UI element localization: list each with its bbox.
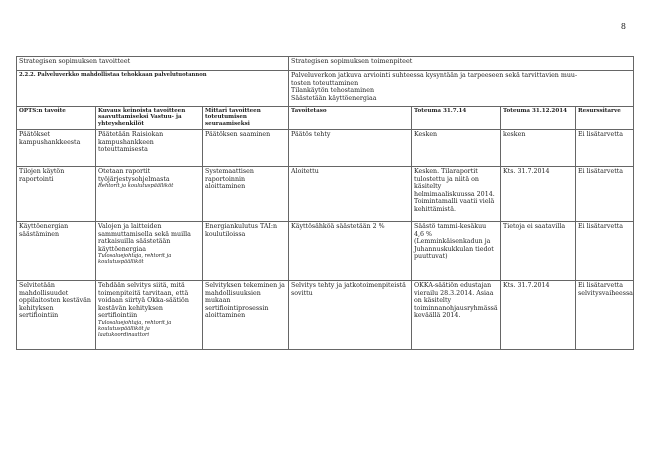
cell-metric: Energiankulutus TAI:n koulutiloissa: [203, 222, 289, 281]
table-row: [17, 222, 634, 281]
cell-target: Päätös tehty: [289, 130, 412, 167]
strategy-table: [16, 56, 634, 350]
cell-resources: Ei lisätarvetta: [576, 167, 634, 222]
cell-description: [96, 167, 203, 222]
cell-status-dec: Kts. 31.7.2014: [501, 281, 576, 350]
cell-status-jul: OKKA-säätiön edustajan vierailu 28.3.2014. Asiaa on käsitelty toiminnanohjausryhmässä keväällä 2014.: [412, 281, 501, 350]
cell-target: Selvitys tehty ja jatkotoimenpiteistä sovittu: [289, 281, 412, 350]
cell-target: Aloitettu: [289, 167, 412, 222]
cell-description: [96, 222, 203, 281]
cell-goal: Selvitetään mahdollisuudet oppilaitosten kestävän kehityksen sertifiointiin: [17, 281, 96, 350]
section-action-line: Tilankäytön tehostaminen: [291, 87, 375, 95]
column-header: OPTS:n tavoite: [17, 107, 96, 130]
cell-description: [96, 281, 203, 350]
cell-status-jul: Kesken. Tilaraportit tulostettu ja niitä on käsitelty helmimaaliskuussa 2014. Toimintamalli vaatii vielä kehittämistä.: [412, 167, 501, 222]
header-actions: Strategisen sopimuksen toimenpiteet: [289, 57, 634, 71]
description-text: Päätetään Raisiokan kampushankkeen toteuttamisesta: [98, 131, 164, 154]
cell-status-dec: Kts. 31.7.2014: [501, 167, 576, 222]
cell-status-dec: Tietoja ei saatavilla: [501, 222, 576, 281]
responsible-text: Tulosaluejohtaja, rehtorit ja koulutuspäälliköt: [98, 253, 172, 266]
section-action-line: Palveluverkon jatkuva arviointi suhteessa kysyntään ja tarpeeseen sekä tarvittavien muu-: [291, 72, 578, 79]
cell-status-jul: Kesken: [412, 130, 501, 167]
column-header: Toteuma 31.7.14: [412, 107, 501, 130]
cell-goal: Käyttöenergian säästäminen: [17, 222, 96, 281]
cell-goal: Päätökset kampushankkeesta: [17, 130, 96, 167]
cell-goal: Tilojen käytön raportointi: [17, 167, 96, 222]
responsible-text: Tulosaluejohtaja, rehtorit ja koulutuspäälliköt ja laatukoordinaattori: [98, 319, 172, 338]
column-header: Toteuma 31.12.2014: [501, 107, 576, 130]
section-title: 2.2.2. Palveluverkko mahdollistaa tehokkaan palvelutuotannon: [17, 71, 289, 107]
column-header: Resurssitarve: [576, 107, 634, 130]
cell-resources: Ei lisätarvetta: [576, 222, 634, 281]
description-text: Tehdään selvitys siitä, mitä toimenpiteitä tarvitaan, että voidaan siirtyä Okka-säätiön kestävän kehityksen sertifiointiin: [98, 282, 189, 320]
cell-metric: Selvityksen tekeminen ja mahdollisuuksien mukaan sertifiointiprosessin aloittaminen: [203, 281, 289, 350]
column-header: Kuvaus keinoista tavoitteen saavuttamiseksi Vastuu- ja yhteyshenkilöt: [96, 107, 203, 130]
cell-metric: Systemaattisen raportoinnin aloittaminen: [203, 167, 289, 222]
table-row: [17, 281, 634, 350]
table-row: [17, 130, 634, 167]
cell-resources: Ei lisätarvetta: [576, 130, 634, 167]
responsible-text: Rehtorit ja koulutuspäälliköt: [98, 183, 174, 190]
cell-description: [96, 130, 203, 167]
description-text: Otetaan raportit työjärjestysohjelmasta: [98, 168, 170, 183]
section-action-line: tosten toteuttaminen: [291, 79, 359, 87]
table-row: [17, 167, 634, 222]
page-number: 8: [620, 22, 626, 31]
cell-status-dec: kesken: [501, 130, 576, 167]
header-goals: Strategisen sopimuksen tavoitteet: [17, 57, 289, 71]
section-actions: [289, 71, 634, 107]
description-text: Valojen ja laitteiden sammuttamisella sekä muilla ratkaisuilla säästetään käyttöenergiaa: [98, 223, 191, 253]
cell-target: Käyttösähköä säästetään 2 %: [289, 222, 412, 281]
cell-metric: Päätöksen saaminen: [203, 130, 289, 167]
cell-resources: Ei lisätarvetta selvitysvaiheessa: [576, 281, 634, 350]
column-header: Tavoitetaso: [289, 107, 412, 130]
column-header: Mittari tavoitteen toteutumisen seuraamiseksi: [203, 107, 289, 130]
cell-status-jul: Säästö tammi-kesäkuu 4,6 % (Lemminkäisenkadun ja Juhannuskukkulan tiedot puuttuvat): [412, 222, 501, 281]
section-action-line: Säästetään käyttöenergiaa: [291, 94, 377, 102]
